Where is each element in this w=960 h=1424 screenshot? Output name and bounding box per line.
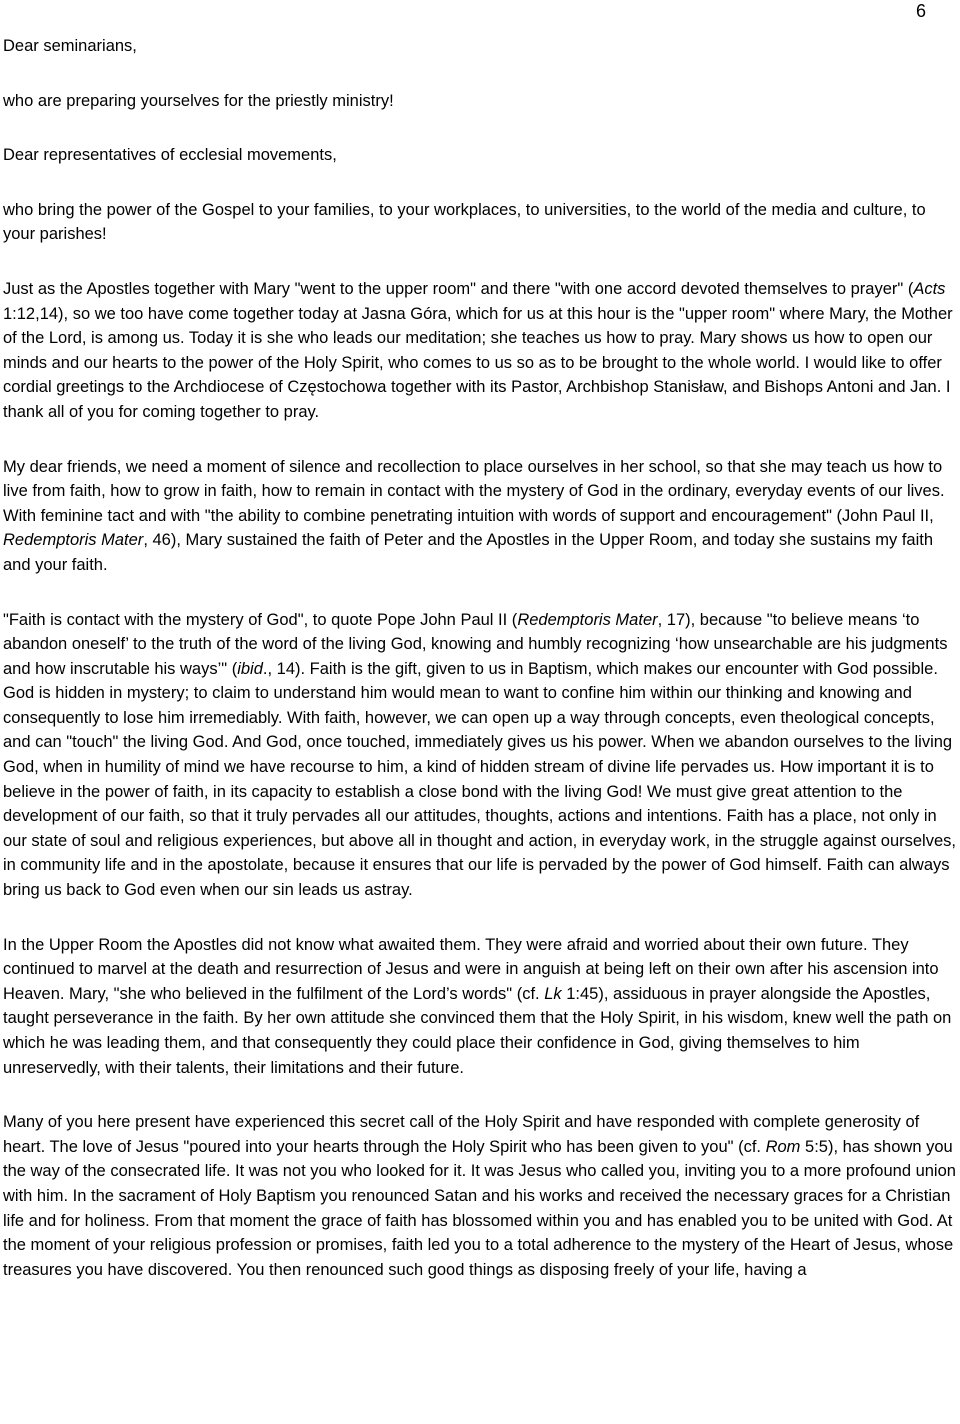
paragraph-silence-recollection: [3, 455, 958, 578]
text-run: ., 14). Faith is the gift, given to us in Baptism, which makes our encounter with God possible. God is hidden in mystery; to claim to understand him would mean to want to confine him within our thinking and knowing and consequently to lose him irremediably. With faith, however, we can open up a way through concepts, even theological concepts, and can "touch" the living God. And God, once touched, immediately gives us his power. When we abandon ourselves to the living God, when in humility of mind we have recourse to him, a kind of hidden stream of divine life pervades us. How important it is to believe in the power of faith, in its capacity to establish a close bond with the living God! We must give great attention to the development of our faith, so that it truly pervades all our attitudes, thoughts, actions and intentions. Faith has a place, not only in our state of soul and religious experiences, but above all in thought and action, in everyday work, in the struggle against ourselves, in community life and in the apostolate, because it ensures that our life is pervaded by the power of God himself. Faith can always bring us back to God even when our sin leads us astray.: [3, 659, 956, 900]
citation-acts: Acts: [913, 279, 946, 298]
citation-rom: Rom: [765, 1137, 801, 1156]
citation-redemptoris-mater: Redemptoris Mater: [517, 610, 658, 629]
paragraph-secret-call: [3, 1110, 958, 1282]
text-run: 5:5), has shown you the way of the consecrated life. It was not you who looked for it. It was Jesus who called you, inviting you to a more profound union with him. In the sacrament of Holy Baptism you renounced Satan and his works and received the necessary graces for a Christian life and for holiness. From that moment the grace of faith has blossomed within you and has enabled you to be united with God. At the moment of your religious profession or promises, faith led you to a total adherence to the mystery of the Heart of Jesus, whose treasures you have discovered. You then renounced such good things as disposing freely of your life, having a: [3, 1137, 956, 1279]
citation-lk: Lk: [544, 984, 562, 1003]
paragraph-power-of-gospel: who bring the power of the Gospel to your families, to your workplaces, to universities, to the world of the media and culture, to your parishes!: [3, 200, 926, 244]
text-run: , 46), Mary sustained the faith of Peter and the Apostles in the Upper Room, and today she sustains my faith and your faith.: [3, 531, 934, 574]
citation-ibid: ibid: [237, 659, 263, 678]
page-number: 6: [915, 1, 926, 21]
text-run: 1:45), assiduous in prayer alongside the Apostles, taught perseverance in the faith. By her own attitude she convinced them that the Holy Spirit, in his wisdom, knew well the path on which he was leading them, and that consequently they could place their confidence in God, giving themselves to him unreservedly, with their talents, their limitations and their future.: [3, 984, 952, 1077]
paragraph-priestly-ministry: who are preparing yourselves for the priestly ministry!: [3, 91, 394, 110]
paragraph-salutation-movements: Dear representatives of ecclesial movements,: [3, 146, 337, 165]
text-run: Many of you here present have experienced this secret call of the Holy Spirit and have responded with complete generosity of heart. The love of Jesus "poured into your hearts through the Holy Spirit who has been given to you" (cf.: [3, 1113, 920, 1156]
paragraph-apostles-afraid: [3, 933, 958, 1081]
document-body: [3, 34, 958, 1282]
text-run: , 17), because "to believe means ‘to abandon oneself’ to the truth of the word of the living God, knowing and humbly recognizing ‘how unsearchable are his judgments and how inscrutable his ways’" (: [3, 610, 948, 678]
citation-redemptoris-mater: Redemptoris Mater: [3, 531, 144, 550]
paragraph-upper-room: [3, 277, 958, 425]
paragraph-salutation-seminarians: Dear seminarians,: [3, 37, 137, 55]
paragraph-faith-is-contact: [3, 608, 958, 903]
text-run: 1:12,14), so we too have come together today at Jasna Góra, which for us at this hour is the "upper room" where Mary, the Mother of the Lord, is among us. Today it is she who leads our meditation; she teaches us how to pray. Mary shows us how to open our minds and our hearts to the power of the Holy Spirit, who comes to us so as to be brought to the whole world. I would like to offer cordial greetings to the Archdiocese of Częstochowa together with its Pastor, Archbishop Stanisław, and Bishops Antoni and Jan. I thank all of you for coming together to pray.: [3, 304, 953, 421]
text-run: In the Upper Room the Apostles did not know what awaited them. They were afraid and worried about their own future. They continued to marvel at the death and resurrection of Jesus and were in anguish at being left on their own after his ascension into Heaven. Mary, "she who believed in the fulfilment of the Lord’s words" (cf.: [3, 935, 939, 1003]
text-run: My dear friends, we need a moment of silence and recollection to place ourselves in her school, so that she may teach us how to live from faith, how to grow in faith, how to remain in contact with the mystery of God in the ordinary, everyday events of our lives. With feminine tact and with "the ability to combine penetrating intuition with words of support and encouragement" (John Paul II,: [3, 457, 945, 525]
text-run: Just as the Apostles together with Mary "went to the upper room" and there "with one accord devoted themselves to prayer" (: [3, 279, 914, 298]
text-run: "Faith is contact with the mystery of God", to quote Pope John Paul II (: [3, 610, 518, 629]
